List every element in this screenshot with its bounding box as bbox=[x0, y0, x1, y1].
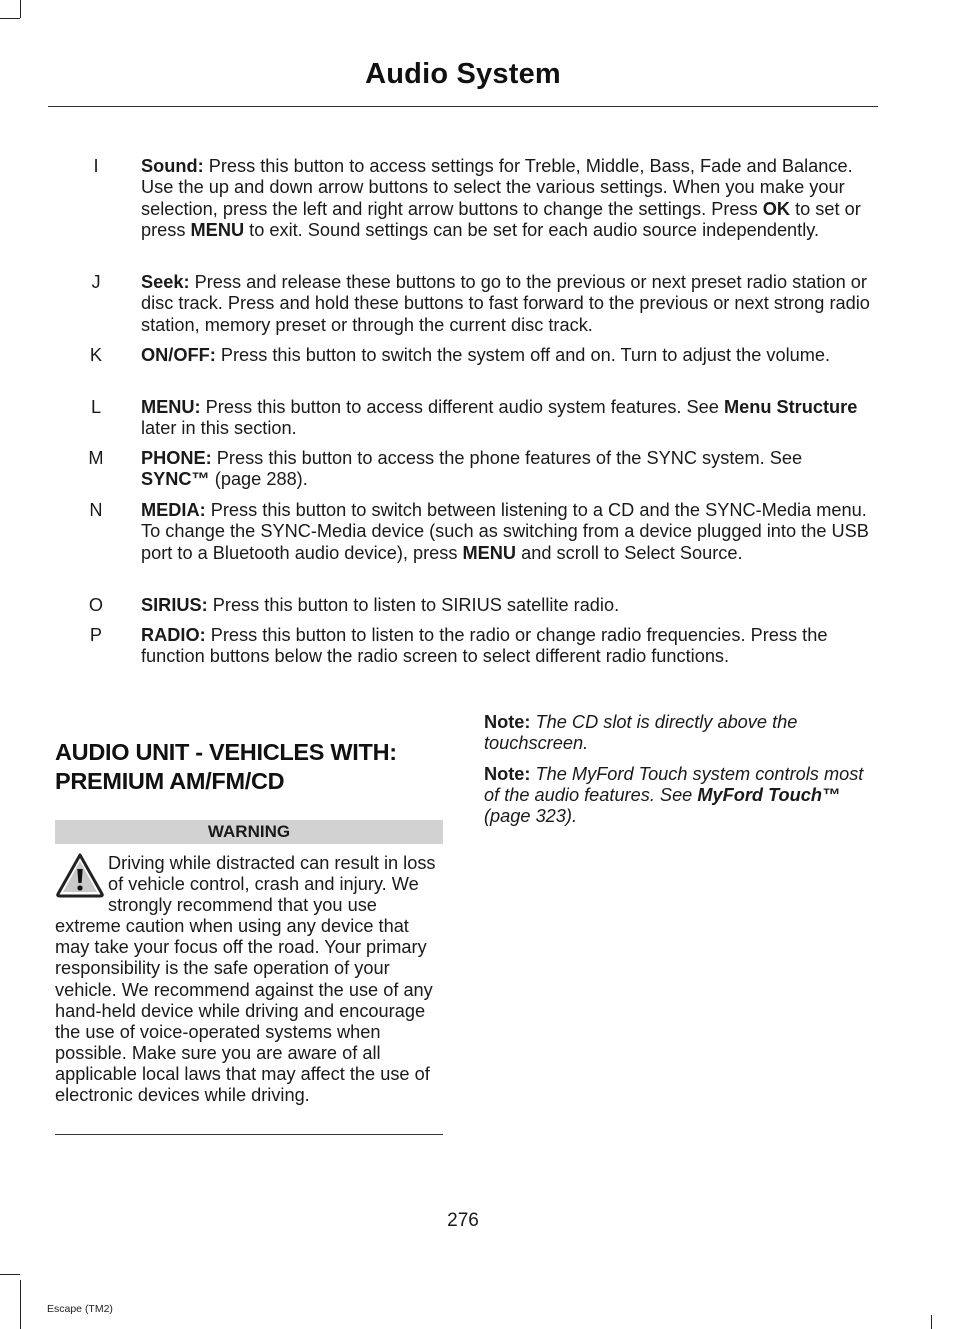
item-key: K bbox=[89, 345, 103, 365]
item-text: Press and release these buttons to go to the previous or next preset radio station or disc track. Press and hold these buttons to fast forward to the previous or next strong radio station, memory preset or through the current disc track. bbox=[141, 272, 870, 335]
item-label: Sound: bbox=[141, 156, 204, 176]
crop-mark bbox=[0, 18, 20, 19]
item-key: O bbox=[88, 595, 104, 615]
page-title: Audio System bbox=[365, 58, 561, 90]
item-text: Press this button to access different audio system features. See bbox=[200, 397, 724, 417]
note-label: Note: bbox=[484, 712, 531, 732]
item-description bbox=[141, 345, 871, 366]
item-description bbox=[141, 625, 871, 668]
icon-spacer bbox=[55, 853, 108, 913]
item-label: MEDIA: bbox=[141, 500, 206, 520]
item-emphasis: MENU bbox=[462, 542, 517, 563]
note-text: (page 323). bbox=[484, 806, 578, 827]
item-label: ON/OFF: bbox=[141, 345, 216, 365]
page-number: 276 bbox=[447, 1210, 479, 1231]
item-text: and scroll to Select Source. bbox=[516, 542, 743, 563]
item-text: Press this button to listen to SIRIUS satellite radio. bbox=[207, 595, 620, 615]
crop-mark bbox=[20, 1280, 21, 1329]
item-description bbox=[141, 500, 871, 564]
item-text: (page 288). bbox=[209, 469, 308, 490]
item-text: later in this section. bbox=[141, 418, 297, 439]
crop-mark bbox=[20, 0, 21, 18]
note-text: The CD slot is directly above the touchscreen. bbox=[484, 712, 798, 754]
item-text: to set or press bbox=[141, 198, 861, 240]
header-divider bbox=[48, 106, 878, 107]
item-description bbox=[141, 595, 871, 616]
item-emphasis: OK bbox=[762, 198, 791, 219]
item-key: N bbox=[89, 500, 103, 520]
item-key: L bbox=[90, 397, 102, 417]
item-key: M bbox=[88, 448, 104, 468]
item-label: RADIO: bbox=[141, 625, 206, 645]
item-key: J bbox=[91, 272, 101, 292]
note-label: Note: bbox=[484, 764, 531, 784]
section-heading-line: PREMIUM AM/FM/CD bbox=[55, 768, 285, 794]
item-emphasis: SYNC™ bbox=[141, 469, 210, 490]
section-heading-line: AUDIO UNIT - VEHICLES WITH: bbox=[55, 739, 397, 765]
item-emphasis: Menu Structure bbox=[723, 397, 858, 417]
item-key: I bbox=[93, 156, 99, 176]
item-description bbox=[141, 397, 871, 440]
section-heading bbox=[55, 738, 455, 796]
warning-header: WARNING bbox=[55, 820, 443, 844]
item-text: Press this button to listen to the radio or change radio frequencies. Press the function buttons below the radio screen to select different radio functions. bbox=[141, 625, 828, 667]
item-label: PHONE: bbox=[141, 448, 212, 468]
crop-mark bbox=[0, 1274, 20, 1275]
item-emphasis: MENU bbox=[190, 219, 245, 240]
item-label: MENU: bbox=[141, 397, 201, 417]
item-text: to exit. Sound settings can be set for each audio source independently. bbox=[244, 219, 820, 240]
item-label: Seek: bbox=[141, 272, 190, 292]
item-text: Press this button to access settings for Treble, Middle, Bass, Fade and Balance. Use the up and down arrow buttons to select the various settings. When you make your selection, press the left and right arrow buttons to change the settings. Press bbox=[141, 156, 853, 219]
crop-mark bbox=[931, 1315, 932, 1329]
note bbox=[484, 712, 874, 754]
note bbox=[484, 764, 874, 827]
warning-text: Driving while distracted can result in loss of vehicle control, crash and injury. We strongly recommend that you use extreme caution when using any device that may take your focus off the road. Your primary responsibility is the safe operation of your vehicle. We recommend against the use of any hand-held device while driving and encourage the use of voice-operated systems when possible. Make sure you are aware of all applicable local laws that may affect the use of electronic devices while driving. bbox=[55, 853, 436, 1106]
item-description bbox=[141, 448, 871, 491]
item-description bbox=[141, 272, 871, 336]
item-description bbox=[141, 156, 871, 241]
warning-divider bbox=[55, 1134, 443, 1135]
item-text: Press this button to access the phone features of the SYNC system. See bbox=[211, 448, 803, 468]
note-text: The MyFord Touch system controls most of the audio features. See bbox=[484, 764, 864, 806]
item-text: Press this button to switch between listening to a CD and the SYNC-Media menu. To change the SYNC-Media device (such as switching from a device plugged into the USB port to a Bluetooth audio device), press bbox=[141, 500, 869, 563]
item-label: SIRIUS: bbox=[141, 595, 208, 615]
warning-text-block bbox=[55, 853, 445, 1106]
item-key: P bbox=[89, 625, 103, 645]
item-text: Press this button to switch the system off and on. Turn to adjust the volume. bbox=[215, 345, 831, 365]
footer-model: Escape (TM2) bbox=[47, 1303, 113, 1315]
note-emphasis: MyFord Touch™ bbox=[697, 785, 841, 806]
